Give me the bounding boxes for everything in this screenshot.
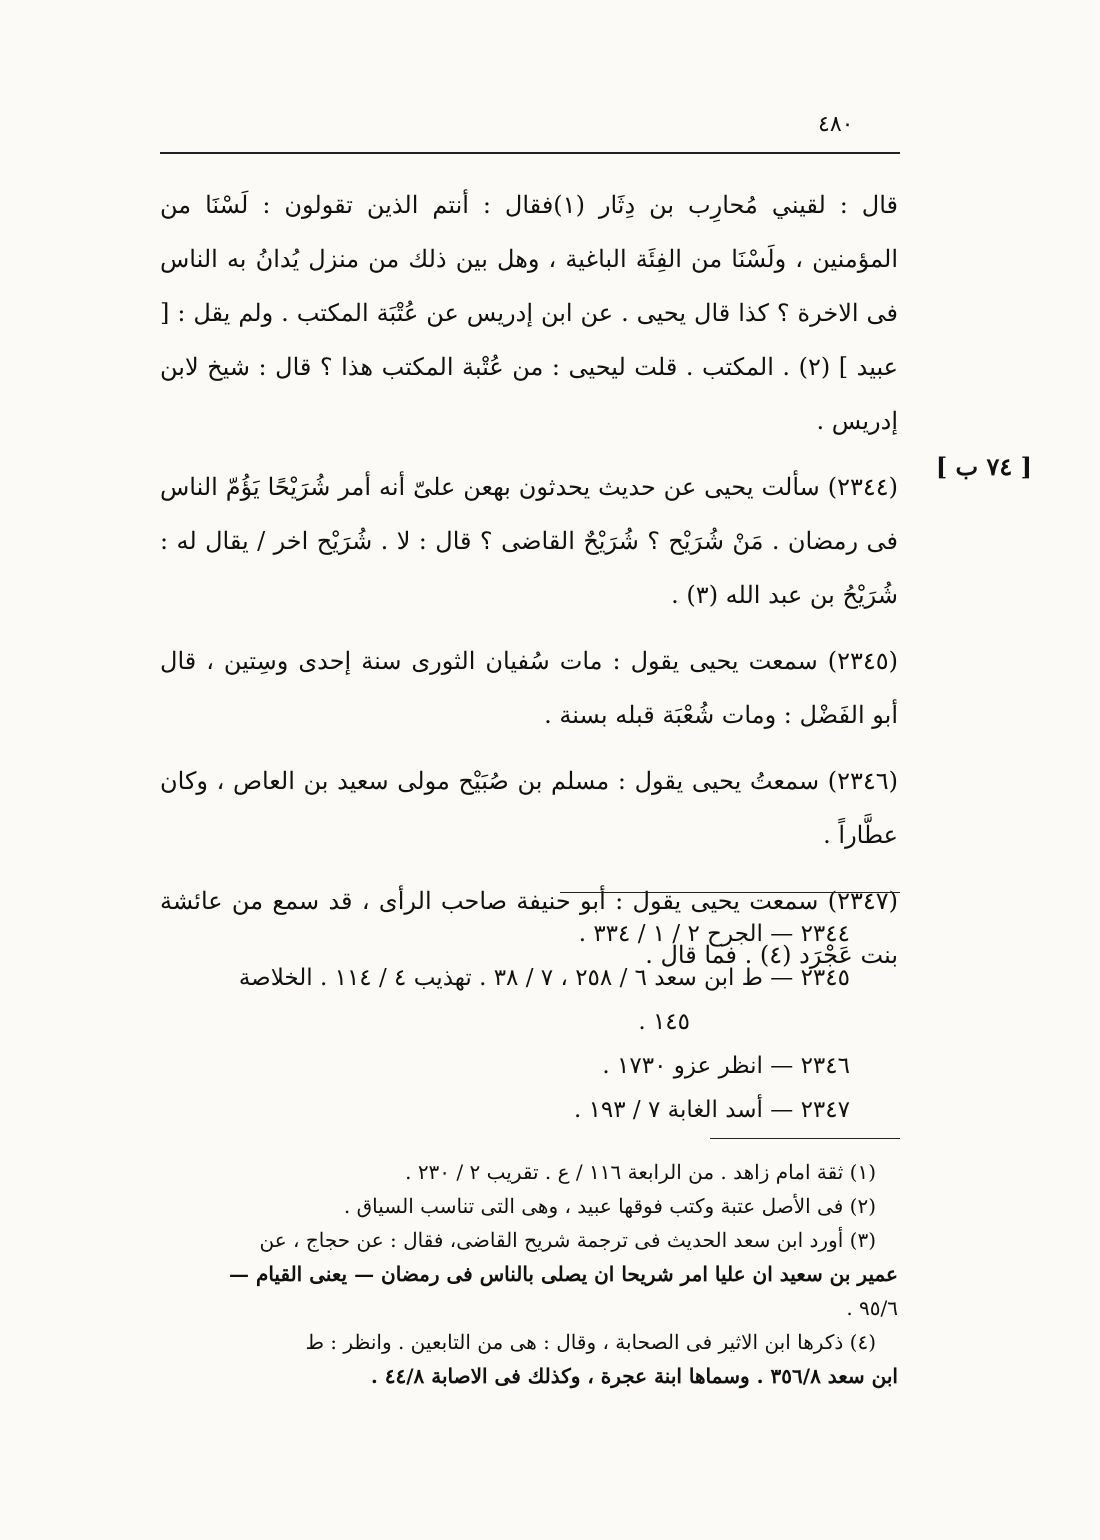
reference-item: ٢٣٤٦ — انظر عزو ١٧٣٠ . <box>602 1053 850 1079</box>
references-divider <box>560 892 900 893</box>
main-text <box>160 178 898 982</box>
top-divider <box>160 152 900 154</box>
footnote-2: (٢) فى الأصل عتبة وكتب فوقها عبيد ، وهى التى تناسب السياق . <box>343 1194 876 1218</box>
paragraph-2344: (٢٣٤٤) سألت يحيى عن حديث يحدثون بهعن علىّ أنه أمر شُرَيْحًا يَؤُمّ الناس فى رمضان . مَنْ شُرَيْح ؟ شُرَيْحٌ القاضى ؟ قال : لا . شُرَيْح اخر / يقال له : شُرَيْحُ بن عبد الله (٣) . <box>160 473 898 609</box>
page-number: ٤٨٠ <box>818 112 854 137</box>
footnotes <box>160 1155 898 1393</box>
reference-item: ٢٣٤٤ — الجرح ٢ / ١ / ٣٣٤ . <box>578 921 850 947</box>
paragraph-2345: (٢٣٤٥) سمعت يحيى يقول : مات سُفيان الثورى سنة إحدى وسِتين ، قال أبو الفَضْل : ومات شُعْبَة قبله بسنة . <box>160 647 898 729</box>
margin-folio-note: [ ٧٤ ب ] <box>935 452 1032 481</box>
footnote-3: (٣) أورد ابن سعد الحديث فى ترجمة شريح القاضى، فقال : عن حجاج ، عن <box>259 1228 876 1252</box>
reference-item-continuation: ١٤٥ . <box>638 1009 690 1035</box>
reference-item: ٢٣٤٧ — أسد الغابة ٧ / ١٩٣ . <box>573 1097 850 1123</box>
footnotes-divider <box>710 1138 900 1139</box>
footnote-4-line-2: ابن سعد ٣٥٦/٨ . وسماها ابنة عجرة ، وكذلك فى الاصابة ٤٤/٨ . <box>370 1364 898 1388</box>
paragraph-2347: (٢٣٤٧) سمعت يحيى يقول : أبو حنيفة صاحب الرأى ، قد سمع من عائشة بنت عَجْرَد (٤) . فما قال . <box>160 887 898 969</box>
references-list <box>160 912 850 1132</box>
reference-item: ٢٣٤٥ — ط ابن سعد ٦ / ٢٥٨ ، ٧ / ٣٨ . تهذيب ٤ / ١١٤ . الخلاصة <box>238 965 850 991</box>
footnote-4: (٤) ذكرها ابن الاثير فى الصحابة ، وقال : هى من التابعين . وانظر : ط <box>305 1330 876 1354</box>
footnote-3-line-2: عمير بن سعيد ان عليا امر شريحا ان يصلى بالناس فى رمضان — يعنى القيام — <box>228 1262 898 1286</box>
footnote-3-line-3: ٩٥/٦ . <box>846 1296 898 1320</box>
footnote-1: (١) ثقة امام زاهد . من الرابعة ١١٦ / ع . تقريب ٢ / ٢٣٠ . <box>405 1160 876 1184</box>
paragraph-intro: قال : لقيني مُحارِب بن دِثَار (١)فقال : أنتم الذين تقولون : لَسْنَا من المؤمنين ، ولَسْنَا من الفِئَة الباغية ، وهل بين ذلك من منزل يُدانُ به الناس فى الاخرة ؟ كذا قال يحيى . عن ابن إدريس عن عُتْبَة المكتب . ولم يقل : [ عبيد ] (٢) . المكتب . قلت ليحيى : من عُتْبة المكتب هذا ؟ قال : شيخ لابن إدريس . <box>160 191 899 435</box>
paragraph-2346: (٢٣٤٦) سمعتُ يحيى يقول : مسلم بن صُبَيْح مولى سعيد بن العاص ، وكان عطَّاراً . <box>160 767 898 849</box>
